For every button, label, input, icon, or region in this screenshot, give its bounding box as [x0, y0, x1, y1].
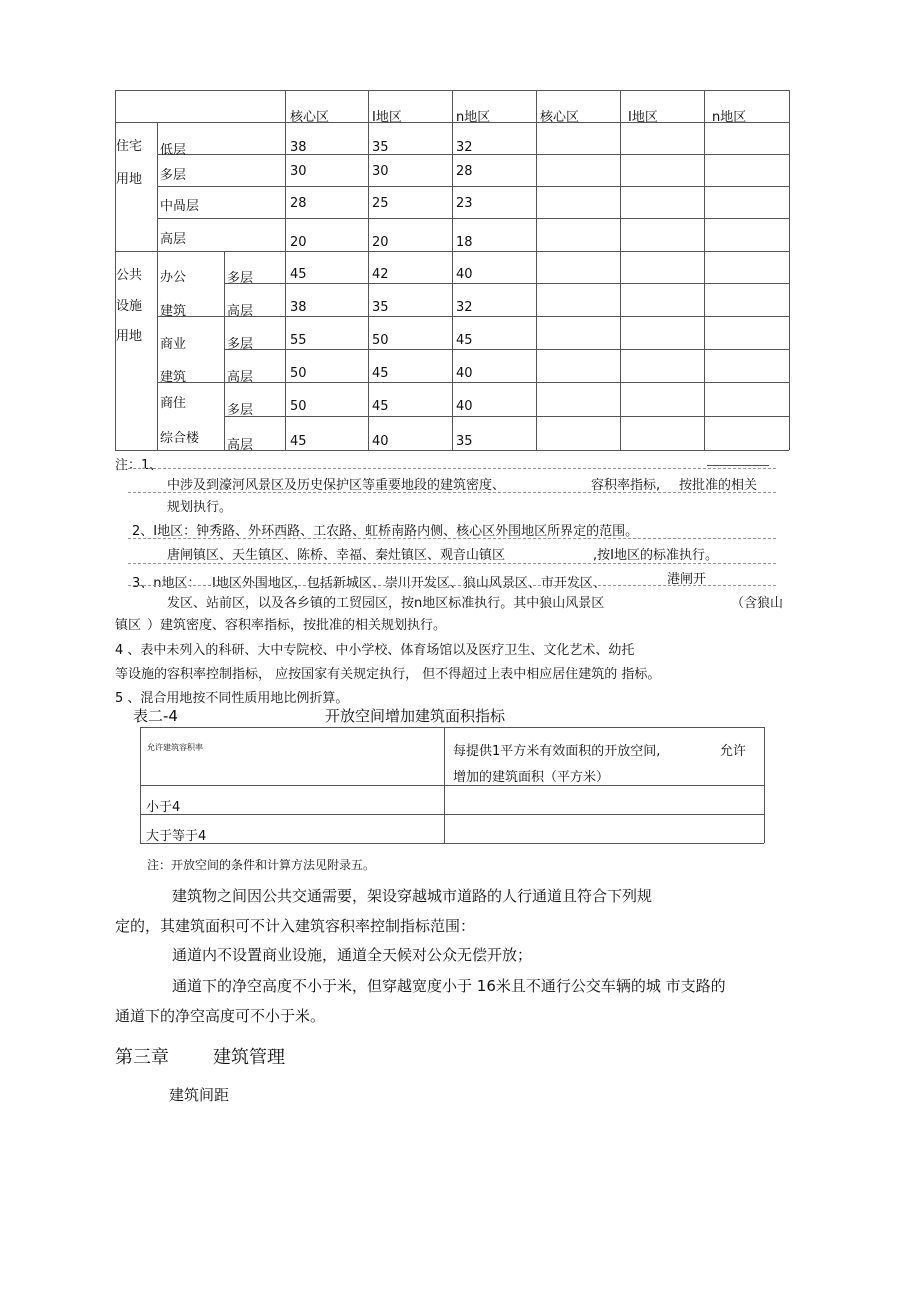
note-3-text: I地区外围地区，包括新城区、崇川开发区、狼山风景区、市开发区、: [212, 576, 606, 591]
table-cell: 40: [456, 399, 473, 414]
column-header: 核心区: [290, 110, 330, 125]
table-cell: 35: [372, 140, 389, 155]
note-2-text: ,按I地区的标准执行。: [593, 548, 718, 563]
table-rule: [140, 843, 764, 844]
group-label-residential: 住宅: [116, 139, 143, 154]
table-cell: 45: [372, 366, 389, 381]
table-cell: 23: [456, 196, 473, 211]
table-cell: 30: [372, 164, 389, 179]
table-cell: 32: [456, 140, 473, 155]
table-cell: 38: [290, 300, 307, 315]
table-cell: 20: [290, 235, 307, 250]
table-cell: 45: [290, 267, 307, 282]
table-rule: [285, 90, 286, 450]
note-3-text: 发区、站前区，以及各乡镇的工贸园区，按n地区标准执行。其中狼山风景区: [167, 596, 605, 611]
subgroup-label-mixed: 商住: [160, 396, 187, 411]
table-cell: 40: [456, 267, 473, 282]
table-cell: 55: [290, 333, 307, 348]
table-rule: [789, 90, 790, 450]
table-cell: 28: [290, 196, 307, 211]
table-cell: 28: [456, 164, 473, 179]
table-cell: 20: [372, 235, 389, 250]
row-label: 多层: [227, 337, 254, 352]
note-1-text: 规划执行。: [167, 500, 233, 515]
table-rule: [368, 90, 369, 450]
subgroup-label-office: 办公: [160, 270, 187, 285]
column-header: 核心区: [540, 110, 580, 125]
row-label: 中咼层: [160, 199, 200, 214]
column-header: I地区: [628, 110, 658, 125]
table-cell: 40: [372, 434, 389, 449]
column-header: 允许建筑容积率: [147, 743, 203, 752]
subgroup-label-mixed: 综合楼: [160, 431, 200, 446]
table-rule: [140, 814, 764, 815]
table-cell: 38: [290, 140, 307, 155]
ruled-line: [128, 585, 776, 586]
note-1-text: 容积率指标,: [591, 478, 661, 493]
note-4-text: 4 、表中未列入的科研、大中专院校、中小学校、体育场馆以及医疗卫生、文化艺术、幼托: [115, 643, 635, 658]
table-rule: [620, 90, 621, 450]
group-label-residential: 用地: [116, 172, 143, 187]
column-header: n地区: [712, 110, 747, 125]
row-label: 多层: [160, 168, 187, 183]
group-label-public: 用地: [116, 329, 143, 344]
table-title: 开放空间增加建筑面积指标: [325, 707, 506, 725]
note-3-text: 镇区: [115, 618, 142, 633]
paragraph: 通道内不设置商业设施，通道全天候对公众无偿开放；: [172, 946, 533, 964]
table-cell: 25: [372, 196, 389, 211]
group-label-public: 设施: [116, 299, 143, 314]
paragraph: 通道下的净空高度可不小于米。: [115, 1007, 326, 1025]
table-rule: [157, 154, 789, 155]
note-2-text: 2、I地区：钟秀路、外环西路、工农路、虹桥南路内侧、核心区外围地区所界定的范围。: [132, 524, 639, 539]
row-label: 高层: [227, 438, 254, 453]
table-cell: 35: [456, 434, 473, 449]
table-cell: 18: [456, 235, 473, 250]
table-cell: 45: [290, 434, 307, 449]
table-cell: 大于等于4: [146, 829, 207, 844]
table-rule: [140, 785, 764, 786]
table-rule: [157, 122, 158, 450]
column-header: 允许: [720, 744, 747, 759]
note-4-text: 等设施的容积率控制指标， 应按国家有关规定执行， 但不得超过上表中相应居住建筑的 指标。: [115, 667, 661, 682]
table-rule: [140, 727, 764, 728]
paragraph: 定的，其建筑面积可不计入建筑容积率控制指标范围：: [115, 917, 476, 935]
table-rule: [444, 727, 445, 843]
table-cell: 50: [290, 399, 307, 414]
table-cell: 32: [456, 300, 473, 315]
table-cell: 35: [372, 300, 389, 315]
note-3-text: （含狼山: [731, 596, 784, 611]
row-label: 高层: [160, 232, 187, 247]
note-3-text: 港闸开: [667, 572, 707, 587]
table-cell: 42: [372, 267, 389, 282]
table-rule: [140, 727, 141, 843]
column-header: 每提供1平方米有效面积的开放空间,: [453, 744, 661, 759]
table-cell: 30: [290, 164, 307, 179]
table-note: 注：开放空间的条件和计算方法见附录五。: [147, 858, 376, 872]
table-rule: [224, 251, 225, 450]
table-rule: [452, 90, 453, 450]
note-prefix: 注：1、: [115, 458, 163, 473]
table-rule: [157, 218, 789, 219]
row-label: 多层: [227, 271, 254, 286]
column-header: 增加的建筑面积（平方米）: [453, 770, 610, 785]
table-cell: 40: [456, 366, 473, 381]
note-5-text: 5 、混合用地按不同性质用地比例折算。: [115, 691, 349, 706]
section-title: 建筑间距: [169, 1086, 230, 1104]
table-cell: 50: [290, 366, 307, 381]
ruled-line: [128, 492, 776, 493]
subgroup-label-commerce: 商业: [160, 337, 187, 352]
row-label: 高层: [227, 370, 254, 385]
note-3-text: 3、n地区：: [132, 576, 201, 591]
chapter-title: 建筑管理: [213, 1047, 285, 1068]
note-1-text: 中涉及到濠河风景区及历史保护区等重要地段的建筑密度、: [167, 478, 506, 493]
column-header: n地区: [456, 110, 491, 125]
ruled-line: [128, 563, 776, 564]
group-label-public: 公共: [116, 268, 143, 283]
table-cell: 45: [456, 333, 473, 348]
blank-underline: [707, 465, 769, 466]
subgroup-label-commerce: 建筑: [160, 370, 187, 385]
ruled-line: [128, 468, 776, 469]
table-cell: 小于4: [146, 800, 181, 815]
table-rule: [157, 186, 789, 187]
table-rule: [536, 90, 537, 450]
row-label: 多层: [227, 403, 254, 418]
table-rule: [115, 450, 789, 451]
table-number: 表二-4: [133, 707, 178, 725]
row-label: 低层: [160, 143, 187, 158]
table-cell: 45: [372, 399, 389, 414]
column-header: I地区: [372, 110, 402, 125]
note-1-text: 按批准的相关: [679, 478, 758, 493]
note-3-text: ）建筑密度、容积率指标，按批准的相关规划执行。: [147, 618, 447, 633]
paragraph: 通道下的净空高度不小于米，但穿越宽度小于 16米且不通行公交车辆的城 市支路的: [172, 977, 726, 995]
ruled-line: [128, 538, 776, 539]
subgroup-label-office: 建筑: [160, 304, 187, 319]
table-cell: 50: [372, 333, 389, 348]
row-label: 高层: [227, 304, 254, 319]
table-rule: [764, 727, 765, 843]
chapter-number: 第三章: [115, 1047, 169, 1068]
paragraph: 建筑物之间因公共交通需要，架设穿越城市道路的人行通道且符合下列规: [172, 887, 653, 905]
table-rule: [704, 90, 705, 450]
note-2-text: 唐闸镇区、天生镇区、陈桥、幸福、秦灶镇区、观音山镇区: [167, 548, 506, 563]
